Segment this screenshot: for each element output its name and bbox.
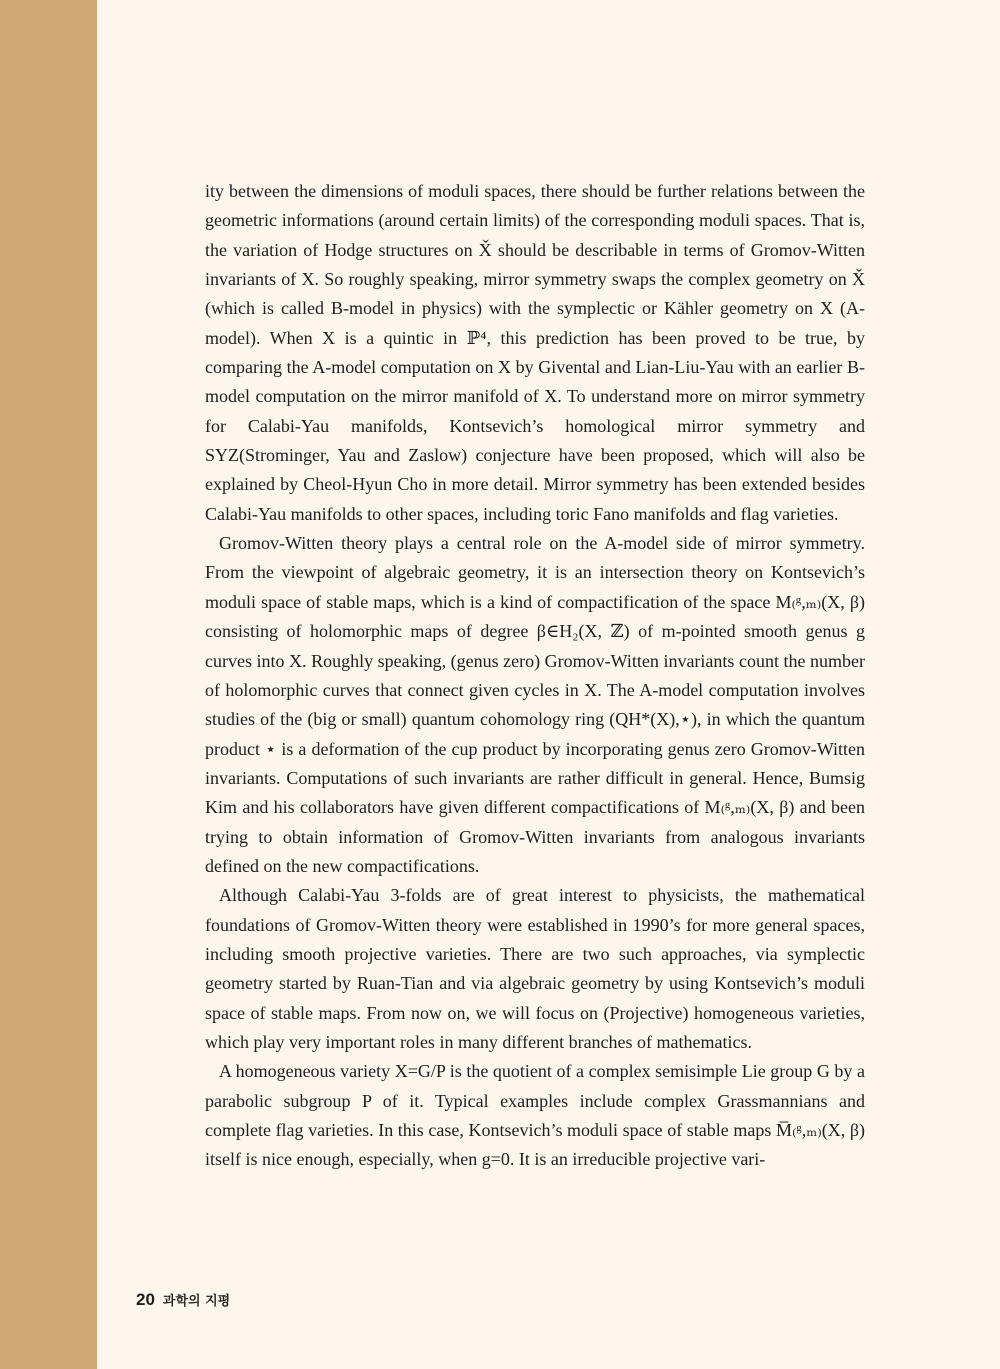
page-footer — [136, 1290, 230, 1310]
side-color-bar — [0, 0, 97, 1369]
paragraph: Gromov-Witten theory plays a central role on the A-model side of mirror symmetry. From the viewpoint of algebraic geometry, it is an intersection theory on Kontsevich’s moduli space of stable maps, which is a kind of compactification of the space M₍ᵍ,ₘ₎(X, β) consisting of holomorphic maps of degree β∈H₂(X, ℤ) of m-pointed smooth genus g curves into X. Roughly speaking, (genus zero) Gromov-Witten invariants count the number of holomorphic curves that connect given cycles in X. The A-model computation involves studies of the (big or small) quantum cohomology ring (QH*(X),⋆), in which the quantum product ⋆ is a deformation of the cup product by incorporating genus zero Gromov-Witten invariants. Computations of such invariants are rather difficult in general. Hence, Bumsig Kim and his collaborators have given different compactifications of M₍ᵍ,ₘ₎(X, β) and been trying to obtain information of Gromov-Witten invariants from analogous invariants defined on the new compactifications. — [205, 533, 865, 876]
paragraph: A homogeneous variety X=G/P is the quotient of a complex semisimple Lie group G by a parabolic subgroup P of it. Typical examples include complex Grassmannians and complete flag varieties. In this case, Kontsevich’s moduli space of stable maps M̅₍ᵍ,ₘ₎(X, β) itself is nice enough, especially, when g=0. It is an irreducible projective vari- — [205, 1061, 865, 1170]
page-number: 20 — [136, 1290, 155, 1309]
paragraph: Although Calabi-Yau 3-folds are of great interest to physicists, the mathematical foundations of Gromov-Witten theory were established in 1990’s for more general spaces, including smooth projective varieties. There are two such approaches, via symplectic geometry started by Ruan-Tian and via algebraic geometry by using Kontsevich’s moduli space of stable maps. From now on, we will focus on (Projective) homogeneous varieties, which play very important roles in many different branches of mathematics. — [205, 885, 865, 1052]
article-body — [205, 177, 865, 1175]
paragraph: ity between the dimensions of moduli spaces, there should be further relations between the geometric informations (around certain limits) of the corresponding moduli spaces. That is, the variation of Hodge structures on X̌ should be describable in terms of Gromov-Witten invariants of X. So roughly speaking, mirror symmetry swaps the complex geometry on X̌ (which is called B-model in physics) with the symplectic or Kähler geometry on X (A-model). When X is a quintic in ℙ⁴, this prediction has been proved to be true, by comparing the A-model computation on X by Givental and Lian-Liu-Yau with an earlier B-model computation on the mirror manifold of X. To understand more on mirror symmetry for Calabi-Yau manifolds, Kontsevich’s homological mirror symmetry and SYZ(Strominger, Yau and Zaslow) conjecture have been proposed, which will also be explained by Cheol-Hyun Cho in more detail. Mirror symmetry has been extended besides Calabi-Yau manifolds to other spaces, including toric Fano manifolds and flag varieties. — [205, 181, 865, 524]
magazine-name: 과학의 지평 — [162, 1294, 231, 1309]
